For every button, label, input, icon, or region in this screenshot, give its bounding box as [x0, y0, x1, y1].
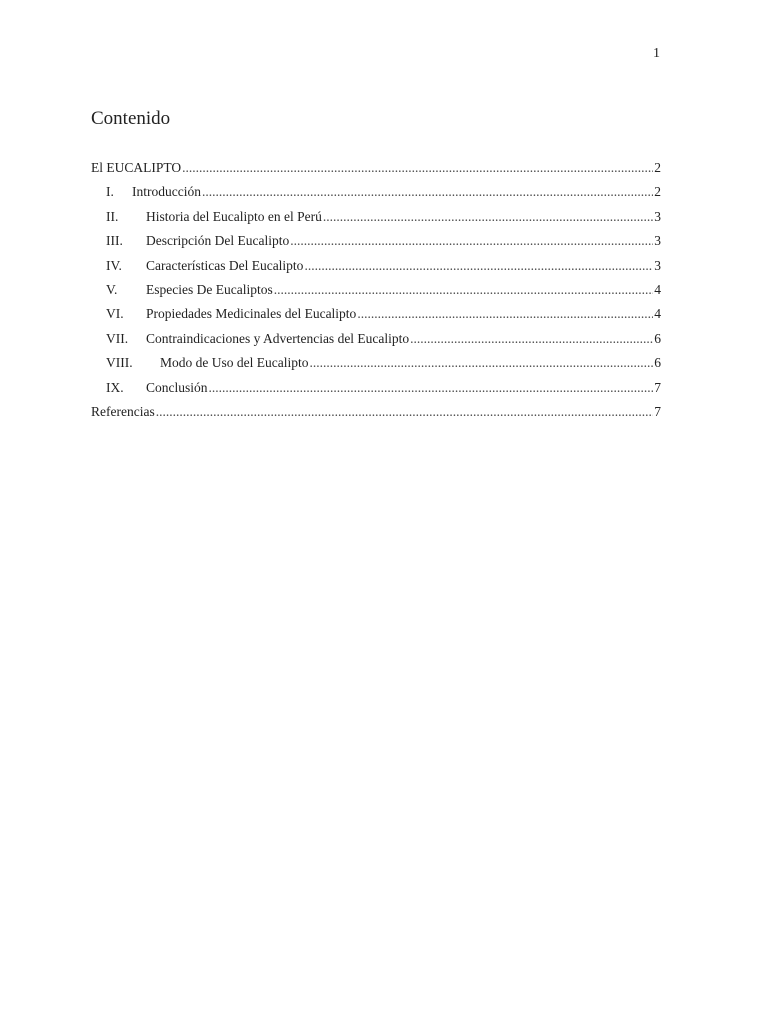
toc-entry-number: IV. — [106, 257, 122, 273]
toc-entry-label: Descripción Del Eucalipto — [146, 233, 290, 249]
toc-entry[interactable] — [91, 282, 661, 306]
toc-entry-label: Referencias — [91, 403, 155, 419]
toc-entry[interactable] — [91, 331, 661, 355]
toc-entry-label: Conclusión — [146, 379, 208, 395]
toc-entry-page: 6 — [654, 355, 661, 371]
toc-entry-label: Modo de Uso del Eucalipto — [160, 355, 309, 371]
toc-entry[interactable] — [91, 355, 661, 379]
toc-leader-dots — [410, 331, 653, 347]
toc-leader-dots — [274, 282, 654, 298]
toc-entry-page: 6 — [654, 330, 661, 346]
toc-entry-label: Introducción — [132, 184, 201, 200]
toc-entry-number: IX. — [106, 379, 124, 395]
toc-entry-label: Historia del Eucalipto en el Perú — [146, 208, 322, 224]
toc-entry-label: Contraindicaciones y Advertencias del Eucalipto — [146, 330, 410, 346]
toc-entry-number: V. — [106, 281, 118, 297]
toc-entry-label: El EUCALIPTO — [91, 160, 182, 175]
toc-leader-dots — [309, 355, 653, 371]
toc-entry-number: VIII. — [106, 355, 133, 371]
toc-entry-label: Especies De Eucaliptos — [146, 281, 273, 297]
toc-entry-number: III. — [106, 233, 123, 249]
toc-entry-label: Características Del Eucalipto — [146, 257, 304, 273]
toc-entry[interactable] — [91, 306, 661, 330]
toc-entry[interactable] — [91, 233, 661, 257]
toc-entry-page: 3 — [654, 233, 661, 249]
page-number: 1 — [653, 46, 660, 61]
toc-entry-number: VII. — [106, 330, 129, 346]
toc-leader-dots — [357, 306, 653, 322]
toc-entry[interactable] — [91, 160, 661, 184]
toc-title: Contenido — [91, 108, 171, 129]
toc-leader-dots — [156, 404, 654, 420]
toc-entry-number: II. — [106, 208, 119, 224]
toc-entry-page: 4 — [654, 306, 661, 322]
toc-entry[interactable] — [91, 209, 661, 233]
toc-entry-page: 2 — [654, 184, 661, 200]
toc-entry-page: 4 — [654, 281, 661, 297]
toc-entry-page: 7 — [654, 403, 661, 419]
toc-entry-number: VI. — [106, 306, 124, 322]
toc-leader-dots — [202, 184, 653, 200]
toc-entry[interactable] — [91, 380, 661, 404]
table-of-contents — [91, 160, 661, 428]
toc-leader-dots — [290, 233, 653, 249]
toc-entry-page: 7 — [654, 379, 661, 395]
toc-leader-dots — [323, 209, 653, 225]
toc-entry-number: I. — [106, 184, 114, 200]
toc-entry-page: 2 — [654, 160, 661, 175]
toc-entry[interactable] — [91, 184, 661, 208]
toc-entry-label: Propiedades Medicinales del Eucalipto — [146, 306, 357, 322]
toc-entry-page: 3 — [654, 257, 661, 273]
toc-leader-dots — [304, 258, 653, 274]
toc-leader-dots — [209, 380, 654, 396]
toc-entry[interactable] — [91, 404, 661, 428]
toc-leader-dots — [182, 160, 653, 176]
toc-entry-page: 3 — [654, 208, 661, 224]
toc-entry[interactable] — [91, 258, 661, 282]
